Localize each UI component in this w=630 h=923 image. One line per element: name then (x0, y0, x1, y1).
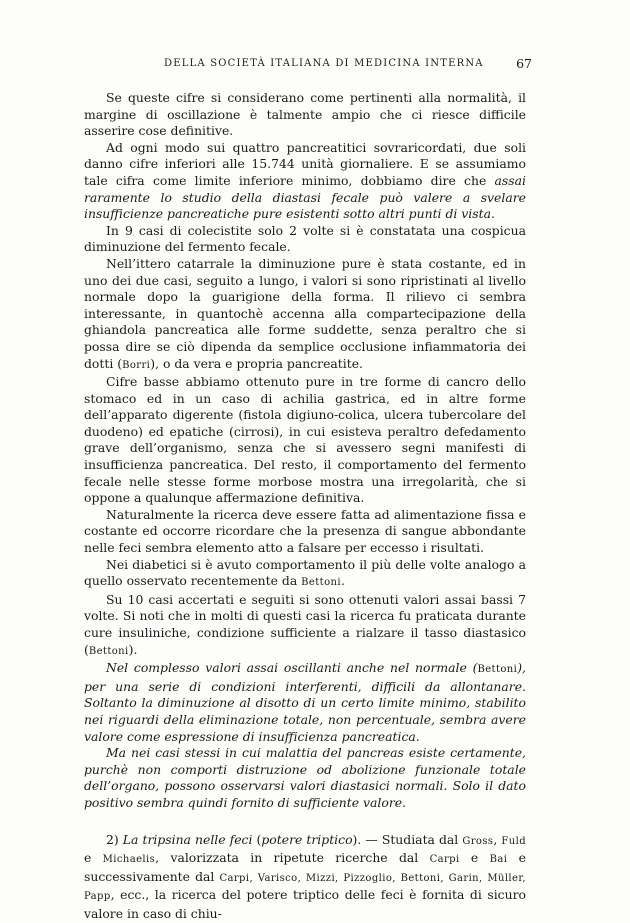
page-number: 67 (516, 56, 532, 71)
paragraph-2: Ad ogni modo sui quattro pancreatitici sovraricordati, due soli danno cifre inferiori alle 15.744 unità giornaliere. E se assumiamo tale cifra come limite inferiore minimo, dobbiamo dire che assai raramente lo studio della diastasi fecale può valere a svelare insufficienze pancreatiche pure esistenti sotto altri punti di vista. (84, 139, 526, 222)
paragraph-9-italic: Nel complesso valori assai oscillanti anche nel normale (Bettoni), per una serie di condizioni interferenti, difficili da allontanare. Soltanto la diminuzione al disotto di un certo limite minimo, stabilito nei riguardi della eliminazione totale, non percentuale, sembra avere valore come espressione di insufficienza pancreatica. (84, 660, 526, 744)
paragraph-11-section: 2) La tripsina nelle feci (potere triptico). — Studiata dal Gross, Fuld e Michaelis, valorizzata in ripetute ricerche dal Carpi e Bai e successivamente dal Carpi, Varisco, Mizzi, Pizzoglio, Bettoni, Garin, Müller, Papp, ecc., la ricerca del potere triptico delle feci è fornita di sicuro valore in caso di chiu- (84, 831, 527, 921)
paragraph-10-italic: Ma nei casi stessi in cui malattia del pancreas esiste certamente, purchè non comporti distruzione od abolizione funzionale totale dell’organo, possono osservarsi valori diastasici normali. Solo il dato positivo sembra quindi fornito di sufficiente valore. (84, 745, 526, 810)
body-text (84, 90, 526, 923)
running-title: DELLA SOCIETÀ ITALIANA DI MEDICINA INTERNA (164, 58, 484, 69)
paragraph-1: Se queste cifre si considerano come pertinenti alla normalità, il margine di oscillazione è talmente ampio che ci riesce difficile asserire cose definitive. (84, 90, 526, 139)
paragraph-8: Su 10 casi accertati e seguiti si sono ottenuti valori assai bassi 7 volte. Si noti che in molti di questi casi la ricerca fu praticata durante cure insuliniche, condizione sufficiente a rialzare il tasso diastasico (Bettoni). (84, 591, 526, 657)
paragraph-4: Nell’ittero catarrale la diminuzione pure è stata costante, ed in uno dei due casi, seguito a lungo, i valori si sono ripristinati al livello normale dopo la guarigione della forma. Il rilievo ci sembra interessante, in quantochè accenna alla compartecipazione della ghiandola pancreatica alle forme suddette, senza peraltro che si possa dire se ciò dipenda da semplice occlusione infiammatoria dei dotti (Borri), o da vera e propria pancreatite. (84, 255, 526, 371)
paragraph-6: Naturalmente la ricerca deve essere fatta ad alimentazione fissa e costante ed occorre ricordare che la presenza di sangue abbondante nelle feci sembra elemento atto a falsare per eccesso i risultati. (84, 506, 526, 556)
paragraph-3: In 9 casi di colecistite solo 2 volte si è constatata una cospicua diminuzione del fermento fecale. (84, 222, 526, 255)
paragraph-5: Cifre basse abbiamo ottenuto pure in tre forme di cancro dello stomaco ed in un caso di achilia gastrica, ed in altre forme dell’apparato digerente (fistola digiuno-colica, ulcera tubercolare del duodeno) ed epatiche (cirrosi), in cui esisteva peraltro defedamento grave dell’organismo, senza che si avessero segni manifesti di insufficienza pancreatica. Del resto, il comportamento del fermento fecale nelle stesse forme morbose mostra una irregolarità, che si oppone a qualunque affermazione definitiva. (84, 374, 526, 506)
paragraph-7: Nei diabetici si è avuto comportamento il più delle volte analogo a quello osservato recentemente da Bettoni. (84, 556, 526, 589)
running-header (80, 56, 532, 72)
